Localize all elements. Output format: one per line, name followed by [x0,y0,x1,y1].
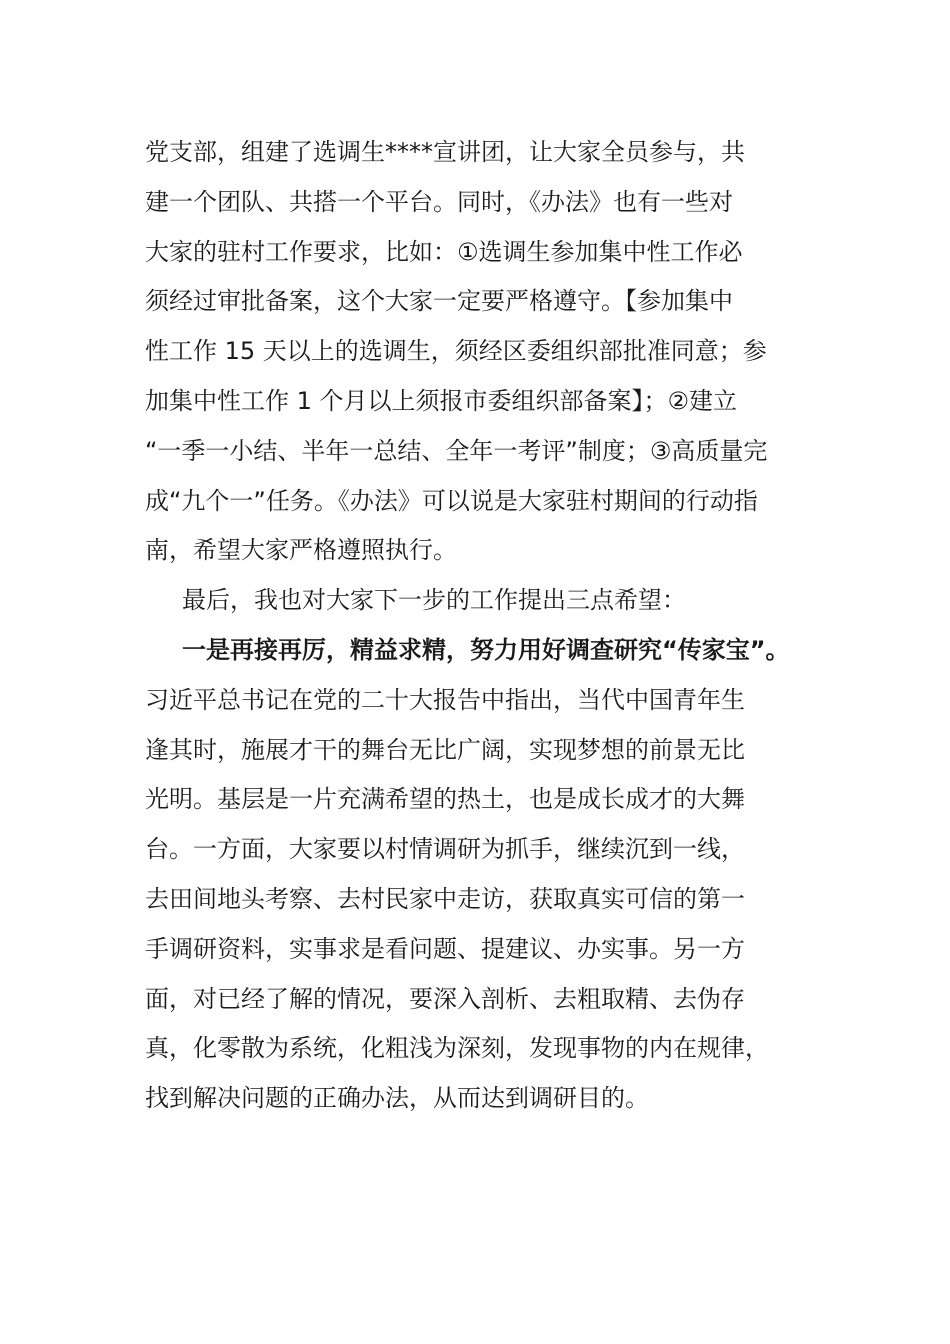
text-line: 逢其时，施展才干的舞台无比广阔，实现梦想的前景无比 [145,735,745,764]
paragraph-heading: 一是再接再厉，精益求精，努力用好调查研究“传家宝”。 [182,635,790,664]
text-line: 成“九个一”任务。《办法》可以说是大家驻村期间的行动指 [145,486,758,515]
text-line: 性工作 15 天以上的选调生，须经区委组织部批准同意；参 [145,337,767,366]
text-line: 建一个团队、共搭一个平台。同时，《办法》也有一些对 [145,187,733,216]
text-line: 南，希望大家严格遵照执行。 [145,536,457,565]
text-line: 面，对已经了解的情况，要深入剖析、去粗取精、去伪存 [145,984,745,1013]
paragraph-1 [145,128,805,576]
paragraph-3 [145,626,805,1124]
document-body [145,128,805,1124]
text-line: 习近平总书记在党的二十大报告中指出，当代中国青年生 [145,685,745,714]
paragraph-2 [145,576,805,626]
text-line: 加集中性工作 1 个月以上须报市委组织部备案】；②建立 [145,386,738,415]
text-line: 最后，我也对大家下一步的工作提出三点希望： [182,586,686,615]
text-line: 台。一方面，大家要以村情调研为抓手，继续沉到一线， [145,835,745,864]
text-line: 真，化零散为系统，化粗浅为深刻，发现事物的内在规律， [145,1034,769,1063]
text-line: “一季一小结、半年一总结、全年一考评”制度；③高质量完 [145,436,768,465]
text-line: 手调研资料，实事求是看问题、提建议、办实事。另一方 [145,934,745,963]
text-line: 党支部，组建了选调生****宣讲团，让大家全员参与，共 [145,138,745,166]
text-line: 大家的驻村工作要求，比如：①选调生参加集中性工作必 [145,237,743,266]
text-line: 光明。基层是一片充满希望的热土，也是成长成才的大舞 [145,785,745,814]
text-line: 找到解决问题的正确办法，从而达到调研目的。 [145,1084,649,1113]
text-line: 去田间地头考察、去村民家中走访，获取真实可信的第一 [145,884,745,913]
text-line: 须经过审批备案，这个大家一定要严格遵守。【参加集中 [145,287,733,316]
